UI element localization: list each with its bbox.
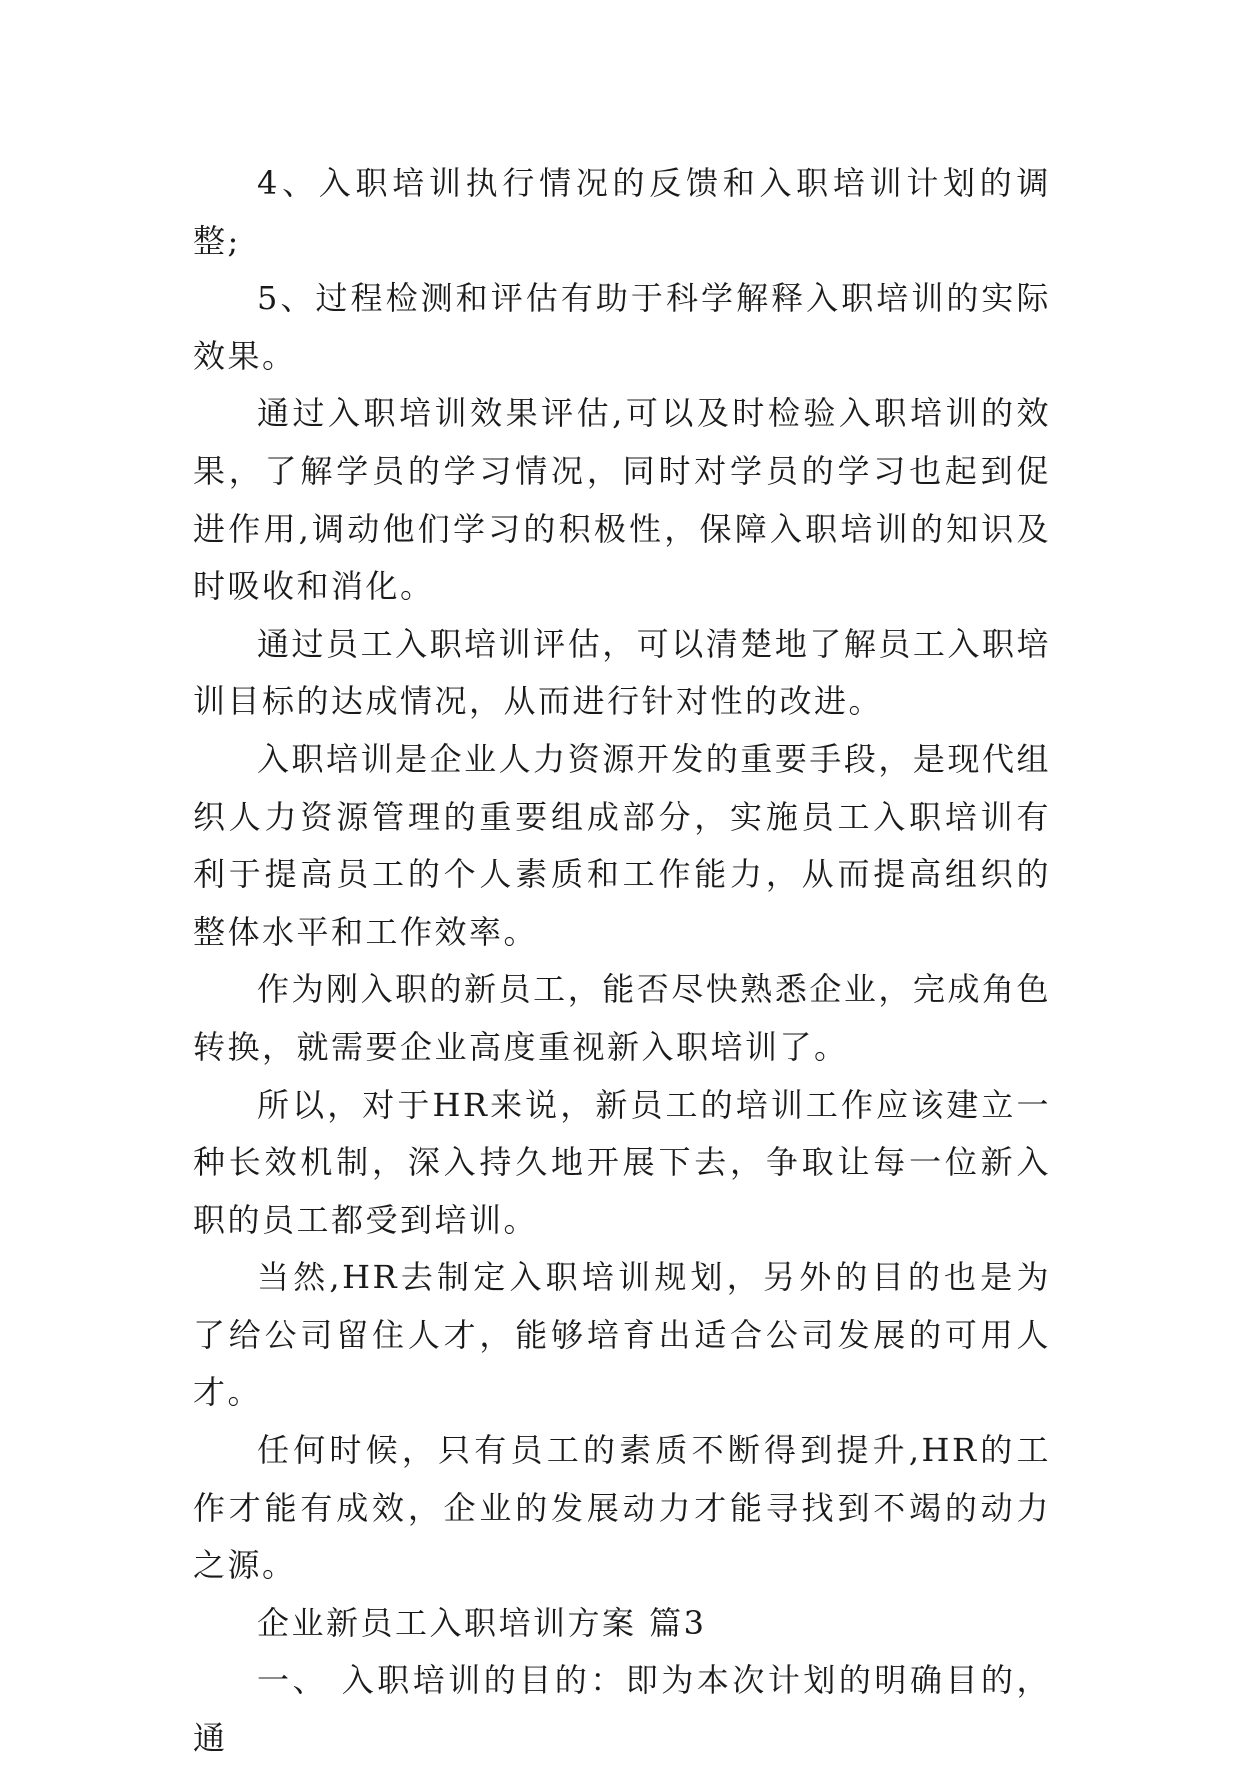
paragraph-quality-improvement: 任何时候，只有员工的素质不断得到提升,HR的工作才能有成效，企业的发展动力才能寻找到不竭的动力之源。 [193,1431,1051,1585]
paragraph-talent-retention: 当然,HR去制定入职培训规划，另外的目的也是为了给公司留住人才，能够培育出适合公司发展的可用人才。 [193,1258,1051,1412]
section-heading-plan-3: 企业新员工入职培训方案 篇3 [257,1603,707,1642]
paragraph-effect-evaluation: 通过入职培训效果评估,可以及时检验入职培训的效果，了解学员的学习情况，同时对学员的学习也起到促进作用,调动他们学习的积极性，保障入职培训的知识及时吸收和消化。 [193,394,1051,606]
paragraph-process-evaluation: 5、过程检测和评估有助于科学解释入职培训的实际效果。 [193,279,1051,375]
paragraph-new-employee-role: 作为刚入职的新员工，能否尽快熟悉企业，完成角色转换，就需要企业高度重视新入职培训了。 [193,970,1051,1066]
paragraph-training-purpose: 一、 入职培训的目的：即为本次计划的明确目的， 通 [193,1661,1051,1758]
document-body [193,155,1051,1768]
paragraph-long-term-mechanism: 所以，对于HR来说，新员工的培训工作应该建立一种长效机制，深入持久地开展下去，争取让每一位新入职的员工都受到培训。 [193,1085,1051,1239]
paragraph-training-importance: 入职培训是企业人力资源开发的重要手段，是现代组织人力资源管理的重要组成部分，实施员工入职培训有利于提高员工的个人素质和工作能力，从而提高组织的整体水平和工作效率。 [193,739,1051,951]
paragraph-feedback-adjustment: 4、入职培训执行情况的反馈和入职培训计划的调整; [193,164,1051,260]
paragraph-goal-achievement: 通过员工入职培训评估，可以清楚地了解员工入职培训目标的达成情况，从而进行针对性的改进。 [193,624,1051,721]
